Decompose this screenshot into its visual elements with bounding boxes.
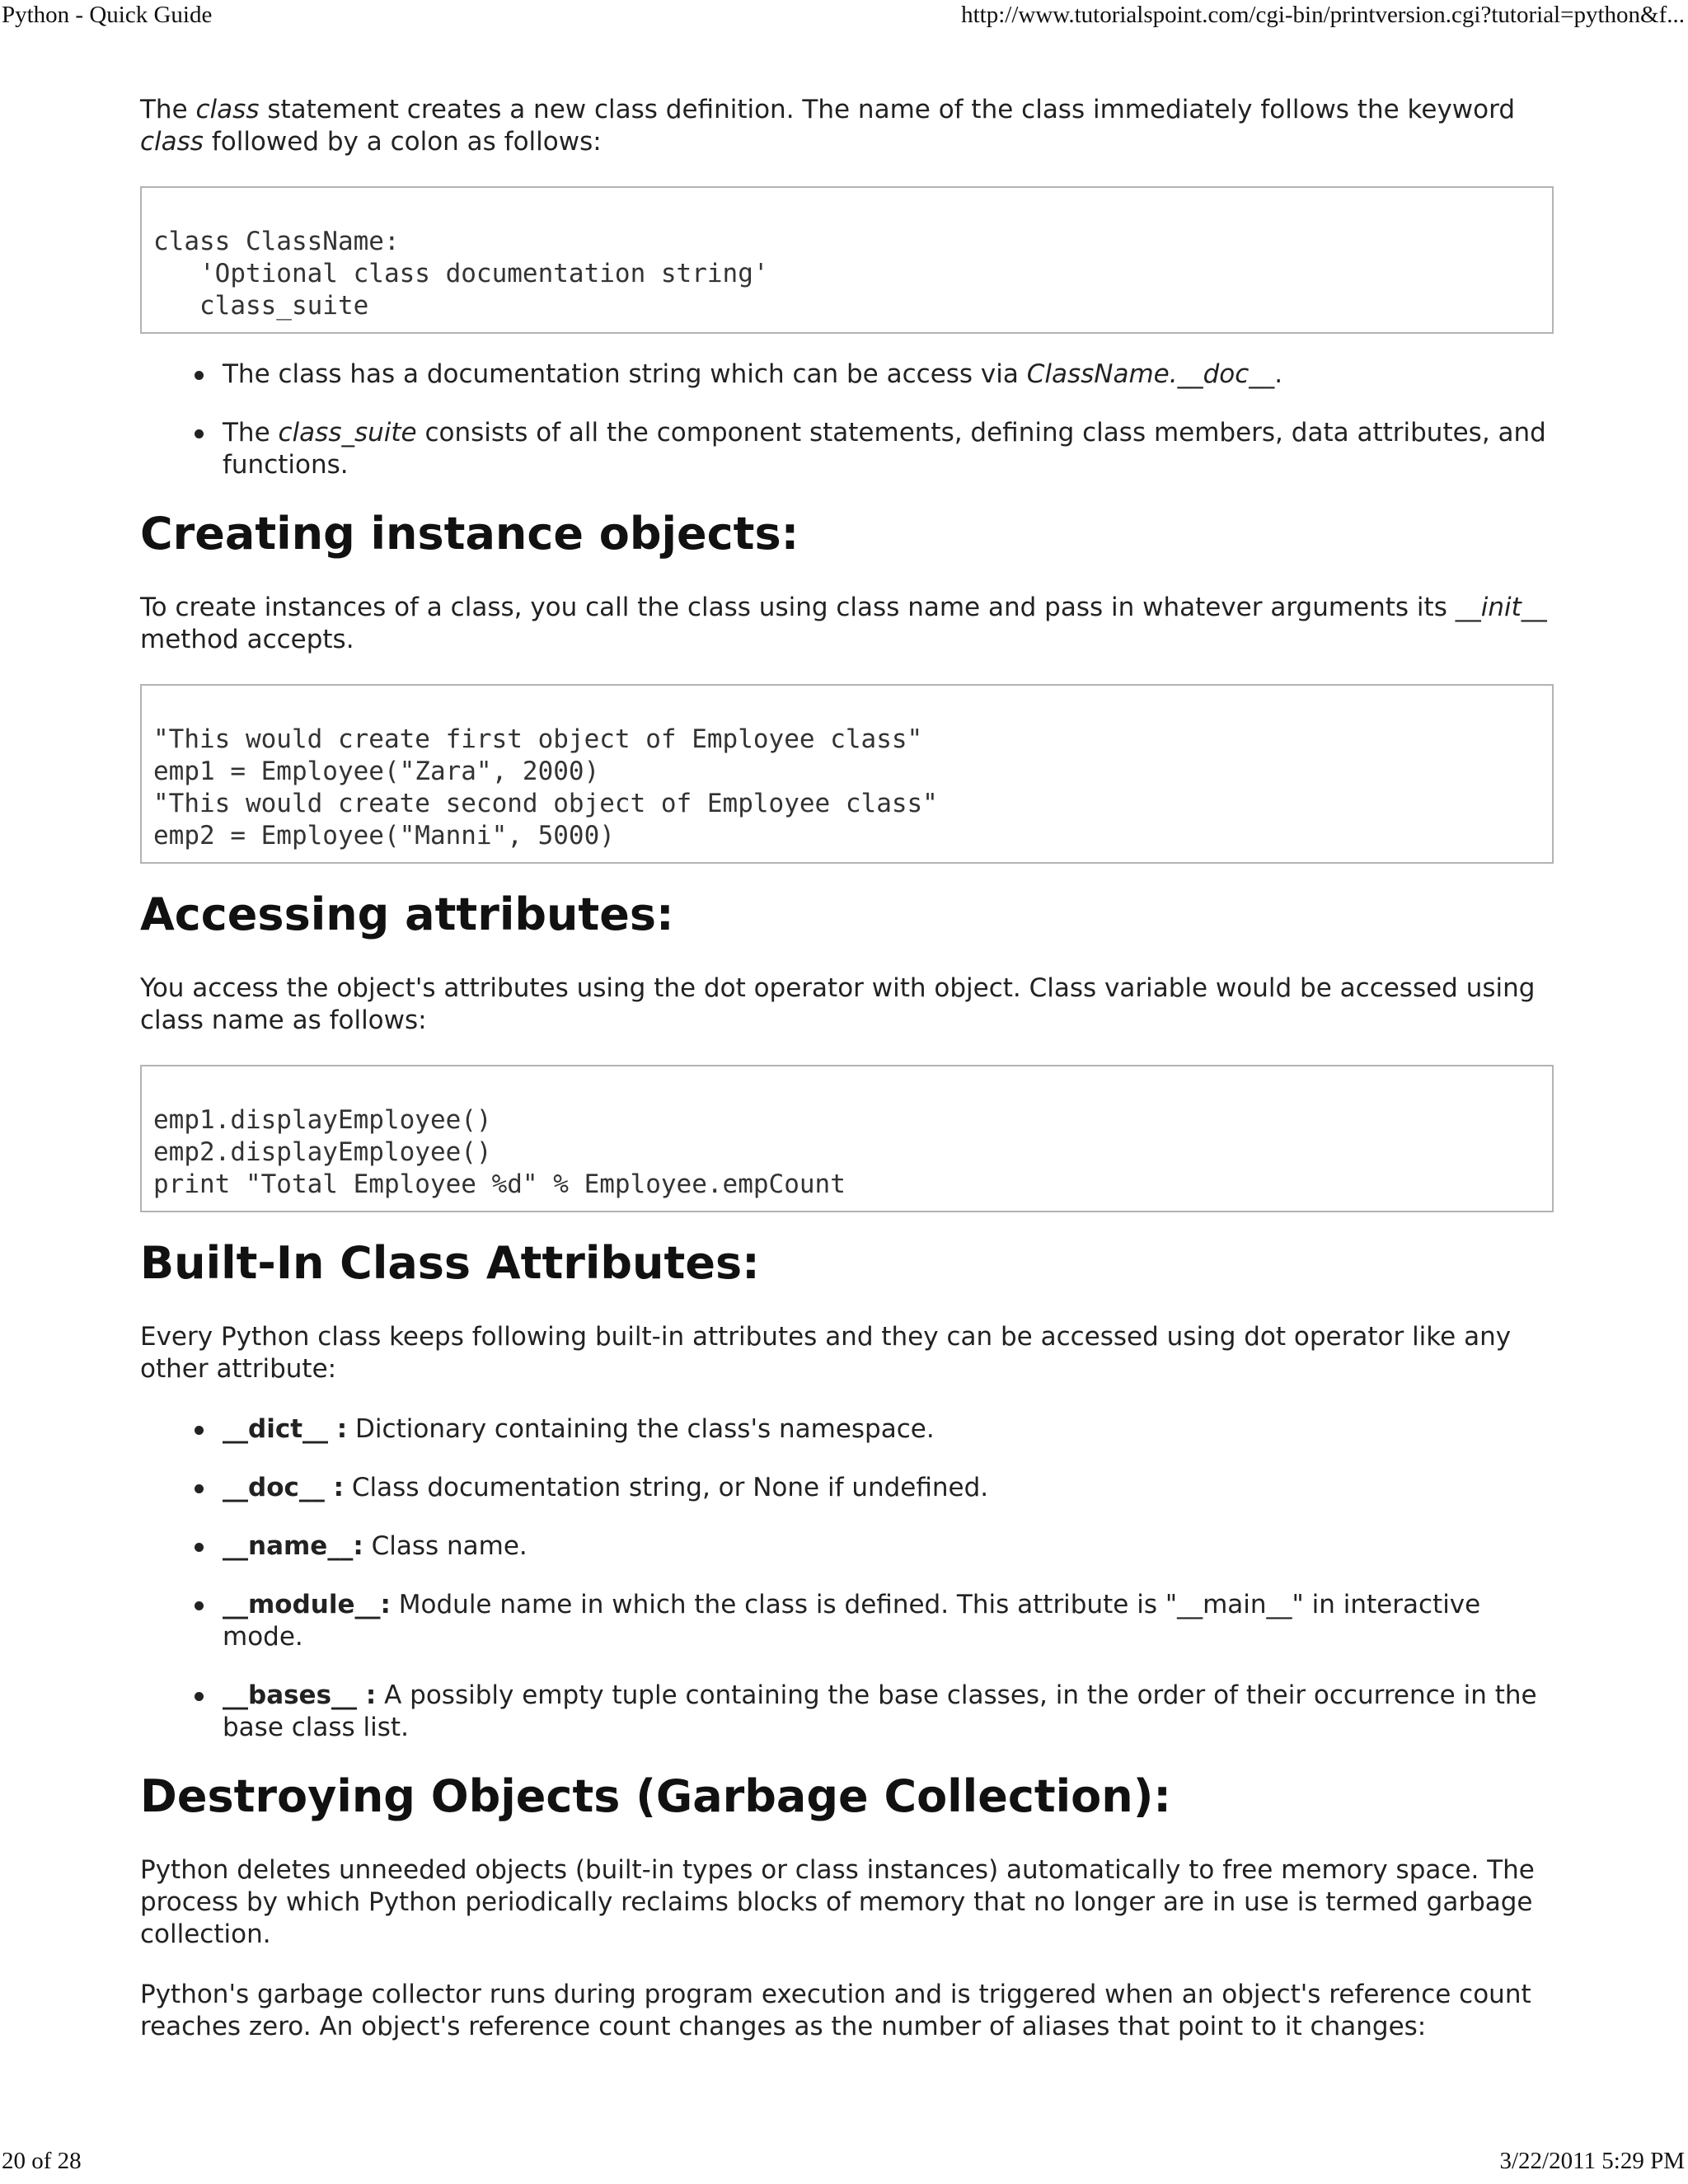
keyword-emphasis: class <box>195 95 260 124</box>
text-run: method accepts. <box>140 625 354 654</box>
list-item <box>223 1680 1554 1744</box>
section-heading-creating: Creating instance objects: <box>140 508 799 560</box>
list-item <box>223 1530 1554 1563</box>
list-item <box>223 359 1554 391</box>
attribute-desc: A possibly empty tuple containing the base classes, in the order of their occurrence in the base class list. <box>223 1680 1537 1742</box>
code-emphasis: class_suite <box>278 418 417 448</box>
attribute-desc: Class name. <box>363 1531 528 1561</box>
text-run: The <box>140 95 196 124</box>
text-run: The <box>223 418 279 448</box>
builtin-attributes-list <box>140 1413 1554 1744</box>
keyword-emphasis: class <box>140 127 204 157</box>
list-item <box>223 1472 1554 1504</box>
section-heading-destroying: Destroying Objects (Garbage Collection): <box>140 1770 1171 1822</box>
attribute-desc: Class documentation string, or None if undefined. <box>344 1473 989 1502</box>
intro-paragraph <box>140 94 1554 158</box>
attribute-desc: Module name in which the class is defined. This attribute is "__main__" in interactive mode. <box>223 1590 1481 1652</box>
destroying-paragraph-1: Python deletes unneeded objects (built-in types or class instances) automatically to free memory space. The process by which Python periodically reclaims blocks of memory that no longer are in use is termed garbage collection. <box>140 1855 1535 1949</box>
code-emphasis: ClassName.__doc__ <box>1026 359 1275 389</box>
attribute-term: __name__: <box>223 1531 363 1561</box>
builtin-paragraph: Every Python class keeps following built-in attributes and they can be accessed using dot operator like any other attribute: <box>140 1322 1512 1384</box>
print-datetime: 3/22/2011 5:29 PM <box>1499 2148 1685 2174</box>
page-url: http://www.tutorialspoint.com/cgi-bin/printversion.cgi?tutorial=python&f... <box>961 2 1685 28</box>
attribute-term: __dict__ : <box>223 1414 348 1444</box>
text-run: The class has a documentation string which can be access via <box>223 359 1027 389</box>
code-text: "This would create first object of Employee class" emp1 = Employee("Zara", 2000) "This would create second object of Employee class" emp2 = Employee("Manni", 5000) <box>153 724 938 851</box>
text-run: followed by a colon as follows: <box>203 127 602 157</box>
code-text: emp1.displayEmployee() emp2.displayEmployee() print "Total Employee %d" % Employee.empCount <box>153 1105 846 1199</box>
destroying-paragraph-2: Python's garbage collector runs during program execution and is triggered when an object's reference count reaches zero. An object's reference count changes as the number of aliases that point to it changes: <box>140 1980 1531 2041</box>
section-heading-accessing: Accessing attributes: <box>140 888 674 940</box>
attribute-term: __bases__ : <box>223 1680 377 1710</box>
print-header <box>0 0 1688 33</box>
attribute-desc: Dictionary containing the class's namespace. <box>347 1414 935 1444</box>
page-title: Python - Quick Guide <box>2 2 213 28</box>
code-block-access-attributes <box>140 1065 1554 1212</box>
code-block-create-instances <box>140 684 1554 864</box>
attribute-term: __doc__ : <box>223 1473 345 1502</box>
class-notes-list <box>140 359 1554 481</box>
creating-paragraph <box>140 592 1554 656</box>
text-run: statement creates a new class definition. The name of the class immediately follows the keyword <box>259 95 1515 124</box>
text-run: . <box>1274 359 1283 389</box>
code-block-class-syntax <box>140 186 1554 334</box>
print-footer <box>0 2146 1688 2179</box>
attribute-term: __module__: <box>223 1590 391 1619</box>
list-item <box>223 1589 1554 1653</box>
section-heading-builtin: Built-In Class Attributes: <box>140 1237 760 1289</box>
accessing-paragraph: You access the object's attributes using the dot operator with object. Class variable would be accessed using class name as follows: <box>140 973 1536 1035</box>
text-run: consists of all the component statements, defining class members, data attributes, and functions. <box>223 418 1546 480</box>
page-number: 20 of 28 <box>2 2148 82 2174</box>
document-body <box>140 94 1554 2071</box>
list-item <box>223 417 1554 481</box>
code-text: class ClassName: 'Optional class documentation string' class_suite <box>153 227 769 321</box>
list-item <box>223 1413 1554 1446</box>
text-run: To create instances of a class, you call the class using class name and pass in whatever arguments its <box>140 593 1456 622</box>
code-emphasis: __init__ <box>1455 593 1547 622</box>
